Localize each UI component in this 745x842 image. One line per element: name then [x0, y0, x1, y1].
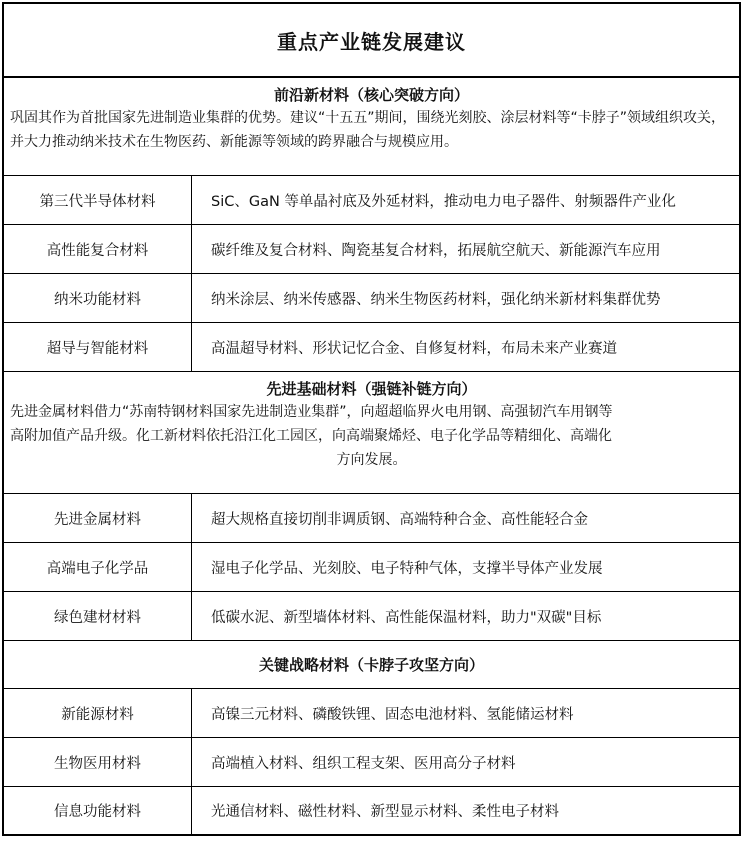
table-title: 重点产业链发展建议	[4, 4, 739, 78]
table-row	[4, 689, 739, 738]
section-description-line: 方向发展。	[336, 452, 407, 468]
section-heading: 先进基础材料（强链补链方向）	[266, 380, 477, 398]
section-heading: 前沿新材料（核心突破方向）	[273, 86, 469, 104]
table-row	[4, 225, 739, 274]
table-row	[4, 787, 739, 834]
material-description: 高端植入材料、组织工程支架、医用高分子材料	[211, 755, 516, 772]
material-name: 第三代半导体材料	[4, 176, 192, 224]
material-name: 高性能复合材料	[4, 225, 192, 273]
table-row	[4, 738, 739, 787]
table-row	[4, 274, 739, 323]
material-name: 先进金属材料	[4, 494, 192, 542]
section-description-line: 先进金属材料借力“苏南特钢材料国家先进制造业集群”，向超超临界火电用钢、高强韧汽车用钢等	[10, 404, 613, 420]
material-description: 高温超导材料、形状记忆合金、自修复材料，布局未来产业赛道	[211, 340, 617, 357]
material-name: 绿色建材材料	[4, 592, 192, 640]
material-name: 超导与智能材料	[4, 323, 192, 371]
material-name: 信息功能材料	[4, 787, 192, 834]
material-description: 湿电子化学品、光刻胶、电子特种气体，支撑半导体产业发展	[211, 560, 603, 577]
material-description: 低碳水泥、新型墙体材料、高性能保温材料，助力"双碳"目标	[211, 609, 602, 626]
table-row	[4, 176, 739, 225]
section-frontier-materials	[4, 78, 739, 176]
table-row	[4, 323, 739, 372]
material-name: 生物医用材料	[4, 738, 192, 786]
material-description: 高镍三元材料、磷酸铁锂、固态电池材料、氢能储运材料	[211, 706, 574, 723]
recommendation-table	[2, 2, 741, 836]
material-name: 高端电子化学品	[4, 543, 192, 591]
material-description: 碳纤维及复合材料、陶瓷基复合材料，拓展航空航天、新能源汽车应用	[211, 242, 661, 259]
table-row	[4, 543, 739, 592]
material-name: 新能源材料	[4, 689, 192, 737]
section-description: 巩固其作为首批国家先进制造业集群的优势。建议“十五五”期间，围绕光刻胶、涂层材料等“卡脖子”领域组织攻关，并大力推动纳米技术在生物医药、新能源等领域的跨界融合与规模应用。	[10, 110, 726, 150]
material-description: 超大规格直接切削非调质钢、高端特种合金、高性能轻合金	[211, 511, 588, 528]
section-description-line: 高附加值产品升级。化工新材料依托沿江化工园区，向高端聚烯烃、电子化学品等精细化、高端化	[10, 428, 612, 444]
material-name: 纳米功能材料	[4, 274, 192, 322]
material-description: 纳米涂层、纳米传感器、纳米生物医药材料，强化纳米新材料集群优势	[211, 291, 661, 308]
material-description: 光通信材料、磁性材料、新型显示材料、柔性电子材料	[211, 804, 559, 820]
material-description: SiC、GaN 等单晶衬底及外延材料，推动电力电子器件、射频器件产业化	[211, 193, 676, 210]
section-heading: 关键战略材料（卡脖子攻坚方向）	[4, 641, 739, 689]
table-row	[4, 592, 739, 641]
table-row	[4, 494, 739, 543]
section-basic-materials	[4, 372, 739, 494]
